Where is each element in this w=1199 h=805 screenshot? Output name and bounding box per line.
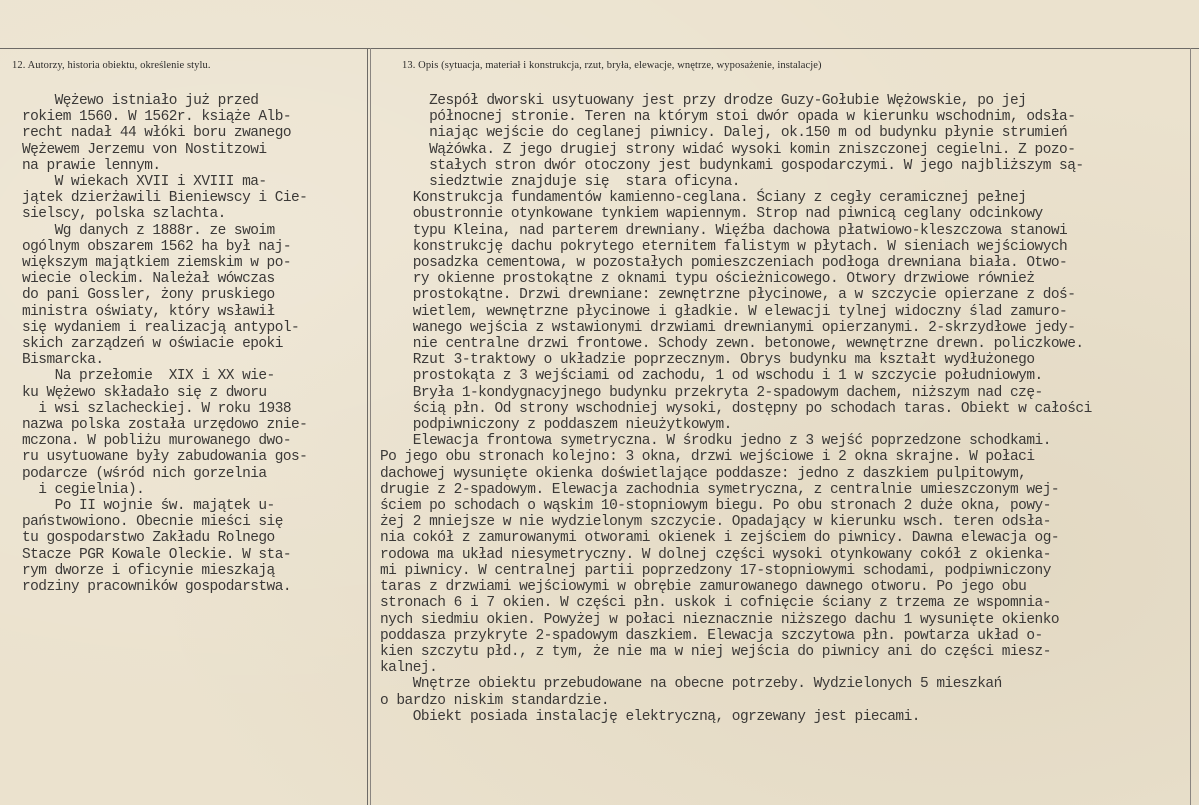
history-line: ru usytuowane były zabudowania gos-	[22, 449, 308, 466]
description-text	[380, 93, 1092, 725]
description-line: Bryła 1-kondygnacyjnego budynku przekryta 2-spadowym dachem, niższym nad czę-	[380, 384, 1043, 401]
description-line: Obiekt posiada instalację elektryczną, ogrzewany jest piecami.	[380, 708, 920, 725]
description-line: typu Kleina, nad parterem drewniany. Więźba dachowa płatwiowo-kleszczowa stanowi	[380, 222, 1068, 239]
description-line: obustronnie otynkowane tynkiem wapiennym. Strop nad piwnicą ceglany odcinkowy	[380, 206, 1043, 223]
description-line: kalnej.	[380, 660, 438, 677]
history-line: rodziny pracowników gospodarstwa.	[22, 579, 291, 596]
history-line: nazwa polska została urzędowo znie-	[22, 417, 308, 434]
history-text	[22, 93, 307, 595]
history-line: Stacze PGR Kowale Oleckie. W sta-	[22, 546, 291, 563]
history-line: tu gospodarstwo Zakładu Rolnego	[22, 530, 275, 547]
history-line: na prawie lennym.	[22, 157, 161, 174]
description-line: Wążówka. Z jego drugiej strony widać wysoki komin zniszczonej cegielni. Z pozo-	[380, 141, 1076, 158]
history-line: mczona. W pobliżu murowanego dwo-	[22, 433, 291, 450]
description-line: wanego wejścia z wstawionymi drzwiami drewnianymi opierzanymi. 2-skrzydłowe jedy-	[380, 319, 1076, 336]
history-line: skich zarządzeń w oświacie epoki	[22, 336, 283, 353]
description-line: stronach 6 i 7 okien. W części płn. uskok i cofnięcie ściany z trzema ze wspomnia-	[380, 595, 1051, 612]
description-line: prostokątne. Drzwi drewniane: zewnętrzne płycinowe, a w szczycie opierzane z doś-	[380, 287, 1076, 304]
description-line: konstrukcję dachu pokrytego eternitem falistym w płytach. W sieniach wejściowych	[380, 238, 1068, 255]
description-line: dachowej wysunięte okienka doświetlające poddasze: jedno z daszkiem pulpitowym,	[380, 465, 1027, 482]
history-line: Wężewem Jerzemu von Nostitzowi	[22, 141, 267, 158]
description-line: Po jego obu stronach kolejno: 3 okna, drzwi wejściowe i 2 okna skrajne. W połaci	[380, 449, 1035, 466]
history-line: do pani Gossler, żony pruskiego	[22, 287, 275, 304]
description-line: ścią płn. Od strony wschodniej wysoki, dostępny po schodach taras. Obiekt w całości	[380, 400, 1092, 417]
history-line: Wg danych z 1888r. ze swoim	[22, 222, 275, 239]
description-line: stałych stron dwór otoczony jest budynkami gospodarczymi. W jego najbliższym są-	[380, 157, 1084, 174]
description-line: nych siedmiu okien. Powyżej w połaci nieznacznie niższego dachu 1 wysunięte okienko	[380, 611, 1060, 628]
description-line: prostokąta z 3 wejściami od zachodu, 1 od wschodu i 1 w szczycie południowym.	[380, 368, 1043, 385]
right-margin-rule	[1190, 48, 1191, 805]
description-line: nie centralne drzwi frontowe. Schody zewn. betonowe, wewnętrzne drewn. policzkowe.	[380, 336, 1084, 353]
header-description: 13. Opis (sytuacja, materiał i konstrukcja, rzut, bryła, elewacje, wnętrze, wyposażenie, instalacje)	[402, 60, 822, 71]
description-line: żej 2 mniejsze w nie wydzielonym szczycie. Opadający w kierunku wsch. teren odsła-	[380, 514, 1051, 531]
history-line: się wydaniem i realizacją antypol-	[22, 319, 300, 336]
history-line: Na przełomie XIX i XX wie-	[22, 368, 275, 385]
history-line: państwowiono. Obecnie mieści się	[22, 514, 283, 531]
description-line: o bardzo niskim standardzie.	[380, 692, 610, 709]
history-line: Po II wojnie św. majątek u-	[22, 498, 275, 515]
column-divider	[367, 48, 368, 805]
history-line: większym majątkiem ziemskim w po-	[22, 255, 291, 272]
description-line: nia cokół z zamurowanymi otworami okienek i zejściem do piwnicy. Dawna elewacja og-	[380, 530, 1060, 547]
history-line: jątek dzierżawili Bieniewscy i Cie-	[22, 190, 308, 207]
description-line: mi piwnicy. W centralnej partii poprzedzony 17-stopniowymi schodami, podpiwniczony	[380, 562, 1051, 579]
description-line: taras z drzwiami wejściowymi w obrębie zamurowanego dawnego otworu. Po jego obu	[380, 579, 1027, 596]
history-line: ku Wężewo składało się z dworu	[22, 384, 267, 401]
history-line: rokiem 1560. W 1562r. książe Alb-	[22, 109, 291, 126]
description-line: Zespół dworski usytuowany jest przy drodze Guzy-Gołubie Wężowskie, po jej	[380, 93, 1027, 109]
header-authors-history: 12. Autorzy, historia obiektu, określenie stylu.	[12, 60, 211, 71]
description-line: Elewacja frontowa symetryczna. W środku jedno z 3 wejść poprzedzone schodkami.	[380, 433, 1051, 450]
description-line: posadzka cementowa, w pozostałych pomieszczeniach podłoga drewniana biała. Otwo-	[380, 255, 1068, 272]
description-line: drugie z 2-spadowym. Elewacja zachodnia symetryczna, z centralnie umieszczonym wej-	[380, 481, 1060, 498]
history-line: Bismarcka.	[22, 352, 104, 369]
history-line: wiecie oleckim. Należał wówczas	[22, 271, 275, 288]
description-line: kien szczytu płd., z tym, że nie ma w niej wejścia do piwnicy ani do części miesz-	[380, 643, 1051, 660]
description-line: ściem po schodach o wąskim 10-stopniowym biegu. Po obu stronach 2 duże okna, powy-	[380, 498, 1051, 515]
description-line: Wnętrze obiektu przebudowane na obecne potrzeby. Wydzielonych 5 mieszkań	[380, 676, 1002, 693]
column-divider-inner	[370, 48, 371, 805]
header-rule	[0, 48, 1199, 49]
history-line: i cegielnia).	[22, 481, 145, 498]
description-line: wietlem, wewnętrzne płycinowe i gładkie. W elewacji tylnej widoczny ślad zamuro-	[380, 303, 1068, 320]
history-line: sielscy, polska szlachta.	[22, 206, 226, 223]
description-line: Konstrukcja fundamentów kamienno-ceglana. Ściany z cegły ceramicznej pełnej	[380, 190, 1027, 207]
description-line: ry okienne prostokątne z oknami typu ościeżnicowego. Otwory drzwiowe również	[380, 271, 1035, 288]
description-line: północnej stronie. Teren na którym stoi dwór opada w kierunku wschodnim, odsła-	[380, 109, 1076, 126]
description-line: rodowa ma układ niesymetryczny. W dolnej części wysoki otynkowany cokół z okienka-	[380, 546, 1051, 563]
description-line: niając wejście do ceglanej piwnicy. Dalej, ok.150 m od budynku płynie strumień	[380, 125, 1068, 142]
description-line: poddasza przykryte 2-spadowym daszkiem. Elewacja szczytowa płn. powtarza układ o-	[380, 627, 1043, 644]
history-line: W wiekach XVII i XVIII ma-	[22, 174, 267, 191]
history-line: recht nadał 44 włóki boru zwanego	[22, 125, 291, 142]
history-line: i wsi szlacheckiej. W roku 1938	[22, 400, 291, 417]
history-line: ministra oświaty, który wsławił	[22, 303, 275, 320]
history-line: podarcze (wśród nich gorzelnia	[22, 465, 267, 482]
description-line: Rzut 3-traktowy o układzie poprzecznym. Obrys budynku ma kształt wydłużonego	[380, 352, 1035, 369]
history-line: ogólnym obszarem 1562 ha był naj-	[22, 238, 291, 255]
history-line: Wężewo istniało już przed	[22, 93, 259, 109]
history-line: rym dworze i oficynie mieszkają	[22, 562, 275, 579]
description-line: siedztwie znajduje się stara oficyna.	[380, 174, 740, 191]
description-line: podpiwniczony z poddaszem nieużytkowym.	[380, 417, 732, 434]
